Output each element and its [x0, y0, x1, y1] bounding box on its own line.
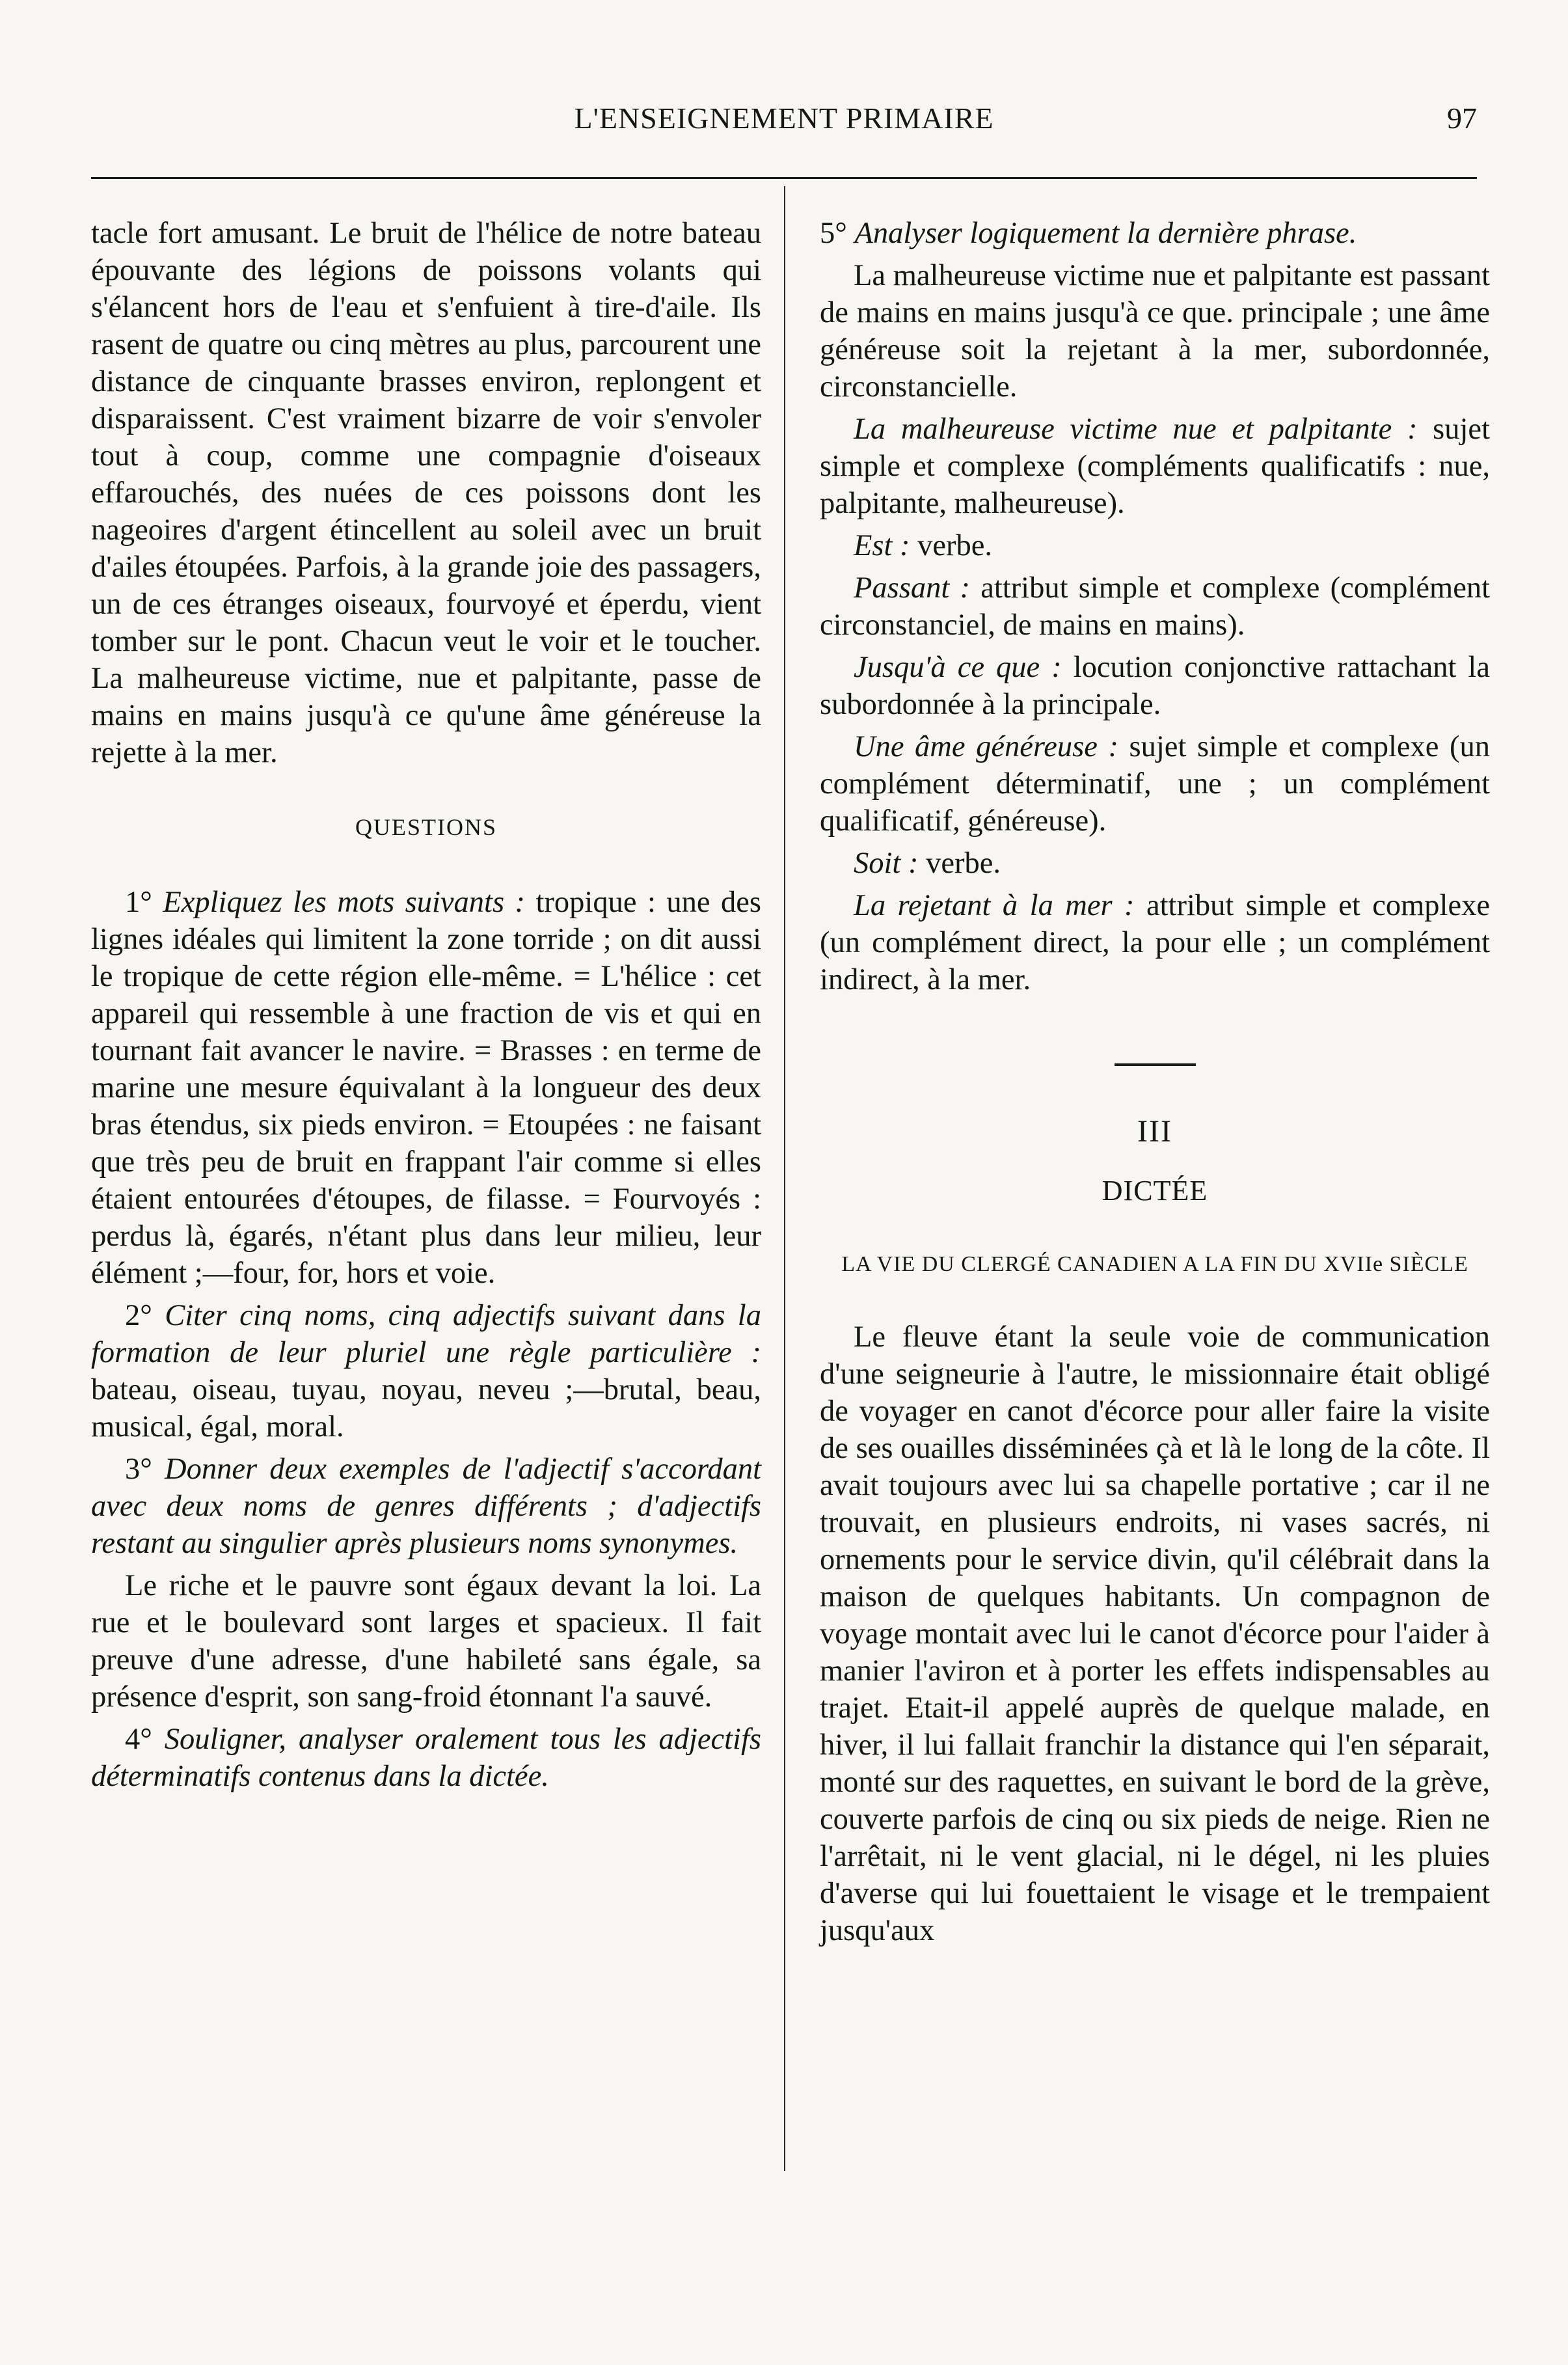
analysis-label: La rejetant à la mer : — [854, 889, 1146, 922]
question-1-number: 1° — [125, 886, 163, 919]
analysis-item — [820, 411, 1490, 522]
right-column — [820, 215, 1490, 1954]
question-1-prompt: Expliquez les mots suivants : — [163, 886, 536, 919]
question-1 — [91, 884, 761, 1292]
question-5-sentence: La malheureuse victime nue et palpitante est passant de mains en mains jusqu'à ce que. principale ; une âme généreuse soit la rejetant à la mer, subordonnée, circonstancielle. — [820, 259, 1490, 403]
analysis-label: Soit : — [854, 847, 926, 880]
analysis-text: sujet simple et complexe (un complément déterminatif, une ; un complément qualificatif, généreuse). — [820, 730, 1490, 838]
analysis-text: verbe. — [926, 847, 1001, 880]
analysis-label: Est : — [854, 529, 918, 562]
question-1-answer: tropique : une des lignes idéales qui limitent la zone torride ; on dit aussi le tropique de cette région elle-même. = L'hélice : cet appareil qui ressemble à une fraction de vis et qui en tournant fait avancer le navire. = Brasses : en terme de marine une mesure équivalant à la longueur des deux bras étendus, six pieds environ. = Etoupées : ne faisant que très peu de bruit en frappant l'air comme si elles étaient entourées d'étoupes, de filasse. = Fourvoyés : perdus là, égarés, n'étant plus dans leur milieu, leur élément ;—four, for, hors et voie. — [91, 886, 761, 1290]
question-2-prompt: Citer cinq noms, cinq adjectifs suivant dans la formation de leur pluriel une règle particulière : — [91, 1299, 761, 1369]
analysis-item — [820, 649, 1490, 723]
analysis-label: Une âme généreuse : — [854, 730, 1129, 763]
analysis-text: attribut simple et complexe (un complément direct, la pour elle ; un complément indirect, à la mer. — [820, 889, 1490, 996]
question-3-prompt: Donner deux exemples de l'adjectif s'accordant avec deux noms de genres différents ; d'adjectifs restant au singulier après plusieurs noms synonymes. — [91, 1453, 761, 1560]
page-number: 97 — [1447, 102, 1477, 135]
analysis-text: sujet simple et complexe (compléments qualificatifs : nue, palpitante, malheureuse). — [820, 413, 1490, 520]
running-header — [91, 101, 1477, 146]
dictee-paragraph: Le fleuve étant la seule voie de communication d'une seigneurie à l'autre, le missionnaire était obligé de voyager en canot d'écorce pour aller faire la visite de ses ouailles disséminées çà et là le long de la côte. Il avait toujours avec lui sa chapelle portative ; car il ne trouvait, en plusieurs endroits, ni vases sacrés, ni ornements pour le service divin, qu'il célébrait dans la maison de quelques habitants. Un compagnon de voyage montait avec lui le canot d'écorce pour l'aider à manier l'aviron et à porter les effets indispensables au trajet. Etait-il appelé auprès de quelque malade, en hiver, il lui fallait franchir la distance qui l'en séparait, monté sur des raquettes, en suivant le bord de la grève, couverte parfois de cinq ou six pieds de neige. Rien ne l'arrêtait, ni le vent glacial, ni le dégel, ni les pluies d'averse qui lui fouettaient le visage et le trempaient jusqu'aux — [820, 1320, 1490, 1947]
question-5-number: 5° — [820, 217, 855, 250]
questions-title: QUESTIONS — [355, 814, 497, 840]
question-5-prompt: Analyser logiquement la dernière phrase. — [854, 217, 1357, 250]
question-4 — [91, 1721, 761, 1795]
analysis-label: La malheureuse victime nue et palpitante : — [854, 413, 1433, 446]
analysis-text: attribut simple et complexe (complément circonstanciel, de mains en mains). — [820, 571, 1490, 642]
analysis-item — [820, 887, 1490, 998]
header-rule — [91, 177, 1477, 179]
question-2-answer: bateau, oiseau, tuyau, noyau, neveu ;—brutal, beau, musical, égal, moral. — [91, 1373, 761, 1443]
analysis-item — [820, 569, 1490, 644]
analysis-item — [820, 845, 1490, 882]
question-4-prompt: Souligner, analyser oralement tous les adjectifs déterminatifs contenus dans la dictée. — [91, 1723, 761, 1793]
dictee-subtitle: LA VIE DU CLERGÉ CANADIEN A LA FIN DU XVIIe SIÈCLE — [841, 1252, 1468, 1276]
analysis-text: verbe. — [917, 529, 993, 562]
analysis-item — [820, 527, 1490, 564]
question-2-number: 2° — [125, 1299, 165, 1332]
section-number: III — [1137, 1114, 1172, 1149]
running-title: L'ENSEIGNEMENT PRIMAIRE — [574, 102, 994, 135]
question-5 — [820, 215, 1490, 252]
analysis-text: locution conjonctive rattachant la subordonnée à la principale. — [820, 651, 1490, 721]
question-3-answer: Le riche et le pauvre sont égaux devant la loi. La rue et le boulevard sont larges et spacieux. Il fait preuve d'une adresse, d'une habileté sans égale, sa présence d'esprit, son sang-froid étonnant l'a sauvé. — [91, 1569, 761, 1714]
question-4-number: 4° — [125, 1723, 165, 1756]
section-divider — [1115, 1063, 1196, 1066]
analysis-item — [820, 728, 1490, 840]
question-3 — [91, 1451, 761, 1562]
intro-paragraph: tacle fort amusant. Le bruit de l'hélice de notre bateau épouvante des légions de poissons volants qui s'élancent hors de l'eau et s'enfuient à tire-d'aile. Ils rasent de quatre ou cinq mètres au plus, parcourent une distance de cinquante brasses environ, replongent et disparaissent. C'est vraiment bizarre de voir s'envoler tout à coup, comme une compagnie d'oiseaux effarouchés, des nuées de ces poissons dont les nageoires d'argent étincellent au soleil avec un bruit d'ailes étoupées. Parfois, à la grande joie des passagers, un de ces étranges oiseaux, fourvoyé et éperdu, vient tomber sur le pont. Chacun veut le voir et le toucher. La malheureuse victime, nue et palpitante, passe de mains en mains jusqu'à ce qu'une âme généreuse la rejette à la mer. — [91, 217, 761, 769]
question-2 — [91, 1297, 761, 1445]
analysis-label: Jusqu'à ce que : — [854, 651, 1074, 684]
analysis-label: Passant : — [854, 571, 981, 605]
column-divider — [784, 186, 785, 2171]
question-3-number: 3° — [125, 1453, 165, 1486]
section-title: DICTÉE — [1102, 1175, 1208, 1207]
left-column — [91, 215, 761, 1800]
